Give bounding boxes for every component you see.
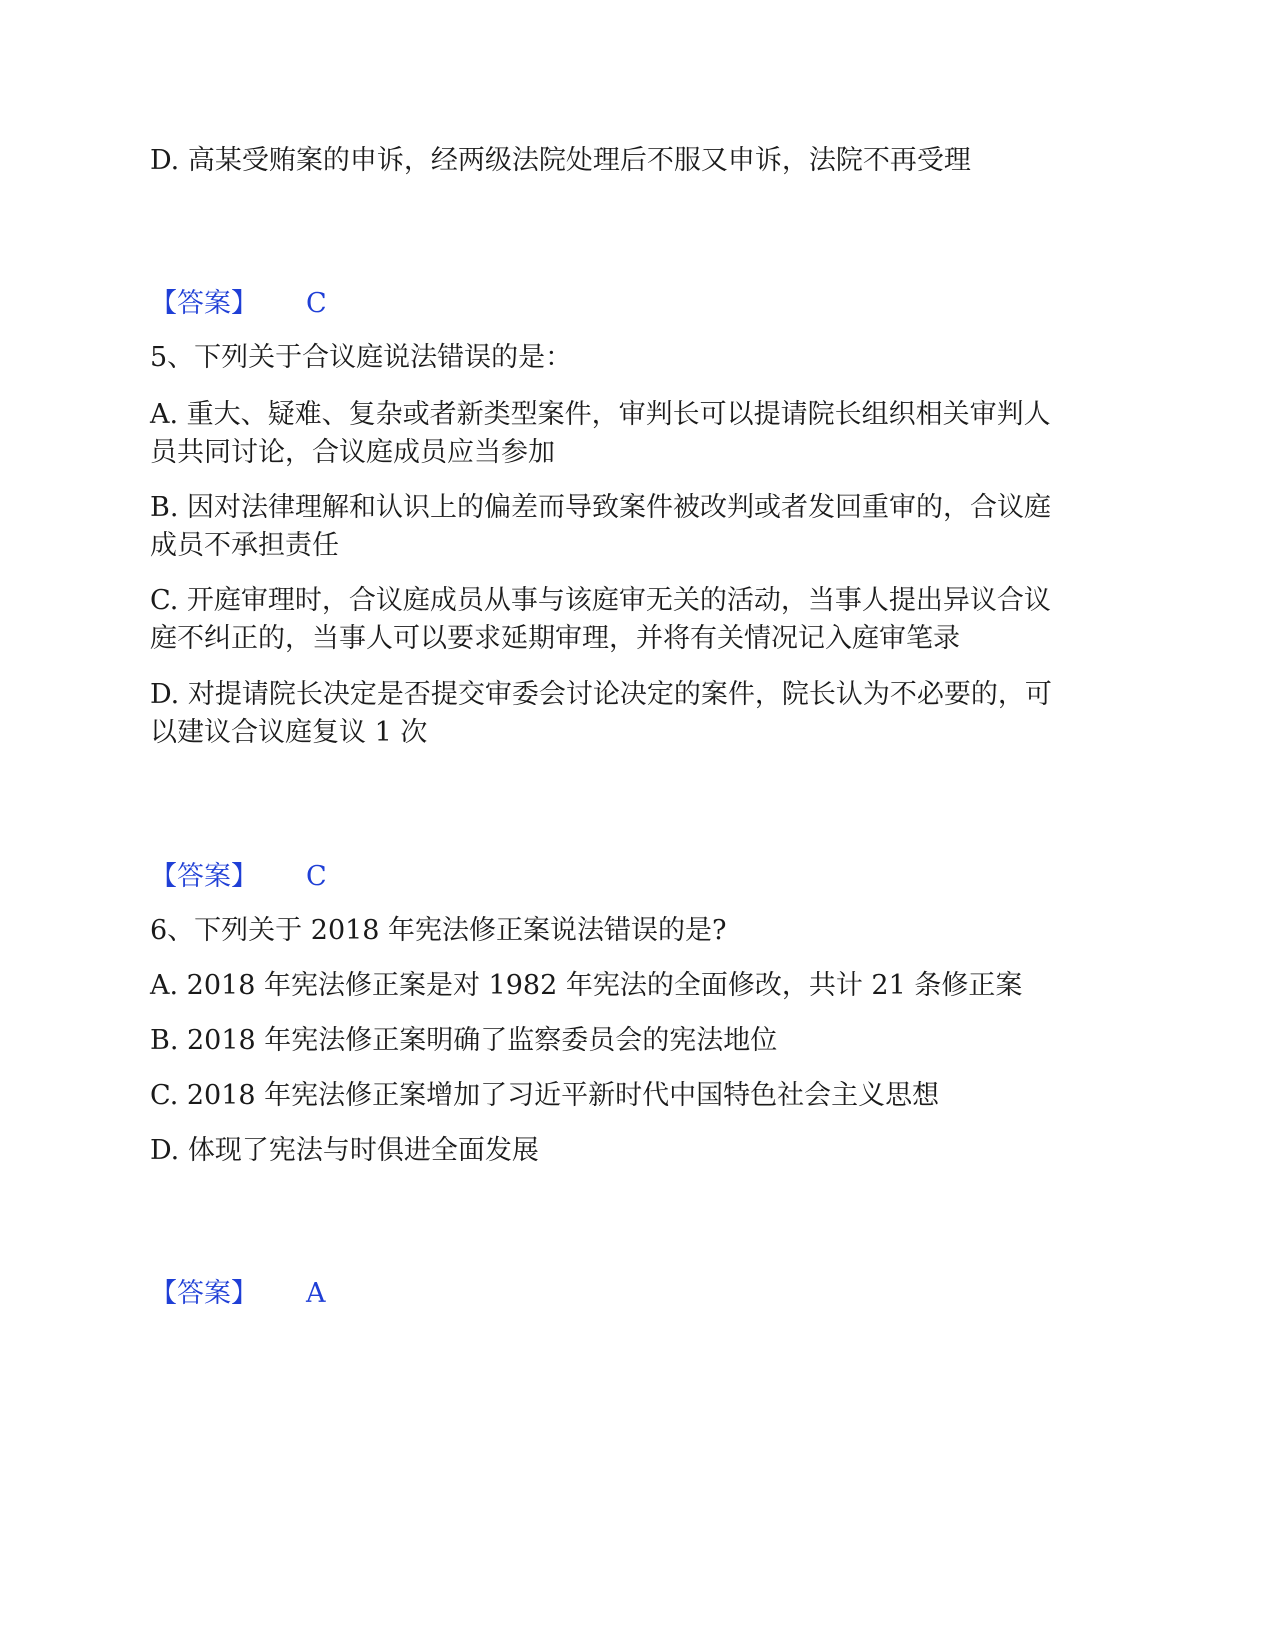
answer-q4 <box>150 284 327 324</box>
q5-option-b-line1: B. 因对法律理解和认识上的偏差而导致案件被改判或者发回重审的，合议庭 <box>150 492 1052 523</box>
q6-option-d: D. 体现了宪法与时俱进全面发展 <box>150 1135 539 1166</box>
q5-option-b-line2: 成员不承担责任 <box>150 530 339 561</box>
prev-option-d: D. 高某受贿案的申诉，经两级法院处理后不服又申诉，法院不再受理 <box>150 145 971 176</box>
q5-stem: 5、下列关于合议庭说法错误的是： <box>150 342 573 373</box>
q5-option-d-line1: D. 对提请院长决定是否提交审委会讨论决定的案件，院长认为不必要的，可 <box>150 679 1052 710</box>
q6-option-b: B. 2018 年宪法修正案明确了监察委员会的宪法地位 <box>150 1025 778 1056</box>
q6-stem: 6、下列关于 2018 年宪法修正案说法错误的是? <box>150 915 727 946</box>
q5-option-a-line2: 员共同讨论，合议庭成员应当参加 <box>150 437 555 468</box>
answer-value: C <box>306 288 327 319</box>
q6-option-c: C. 2018 年宪法修正案增加了习近平新时代中国特色社会主义思想 <box>150 1080 940 1111</box>
answer-q5 <box>150 857 327 897</box>
answer-q6 <box>150 1274 326 1314</box>
q5-option-d-line2: 以建议合议庭复议 1 次 <box>150 717 428 748</box>
q6-option-a: A. 2018 年宪法修正案是对 1982 年宪法的全面修改，共计 21 条修正案 <box>150 970 1023 1001</box>
q5-option-c-line2: 庭不纠正的，当事人可以要求延期审理，并将有关情况记入庭审笔录 <box>150 623 960 654</box>
answer-value: A <box>306 1278 326 1309</box>
answer-label: 【答案】 <box>150 1278 258 1309</box>
answer-label: 【答案】 <box>150 288 258 319</box>
q5-option-c-line1: C. 开庭审理时，合议庭成员从事与该庭审无关的活动，当事人提出异议合议 <box>150 585 1051 616</box>
answer-label: 【答案】 <box>150 861 258 892</box>
q5-option-a-line1: A. 重大、疑难、复杂或者新类型案件，审判长可以提请院长组织相关审判人 <box>150 399 1051 430</box>
answer-value: C <box>306 861 327 892</box>
